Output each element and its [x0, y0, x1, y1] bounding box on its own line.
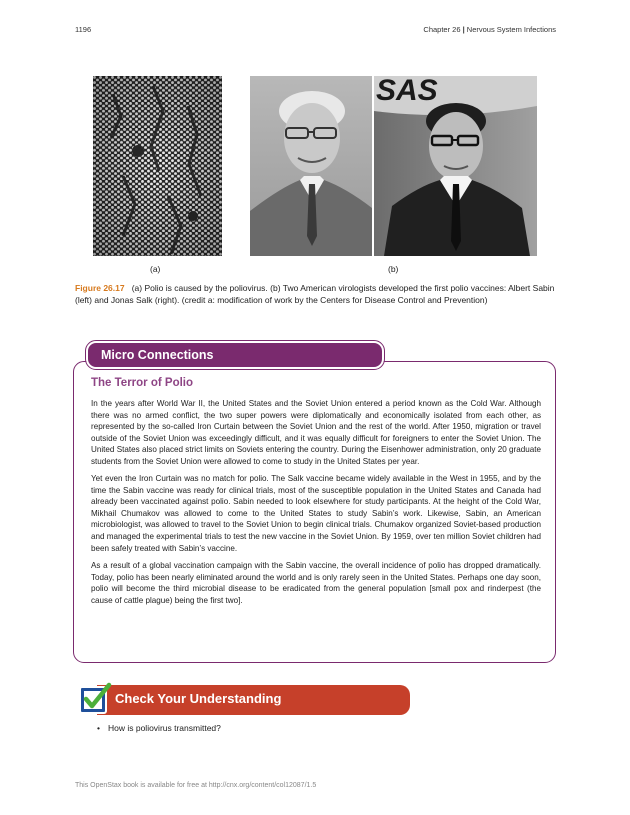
airline-logo-text: SAS: [376, 76, 438, 107]
figure-caption: [75, 283, 555, 306]
albert-sabin-photo: [250, 76, 372, 256]
micro-connections-label: Micro Connections: [101, 348, 214, 362]
poliovirus-micrograph-image: [93, 76, 222, 256]
micro-connections-title: The Terror of Polio: [91, 377, 194, 389]
micro-connections-body: [91, 398, 541, 612]
jonas-salk-photo: [374, 76, 537, 256]
sabin-portrait-graphic: [250, 76, 372, 256]
figure-label-a: (a): [150, 264, 161, 274]
micro-paragraph: As a result of a global vaccination campaign with the Sabin vaccine, the overall incidence of polio has dropped dramatically. Today, polio has been nearly eliminated around the world and is only rarely seen in the United States. Perhaps one day soon, polio will become the third microbial disease to be eradicated from the general population [small pox and rinderpest (the cause of cattle plague) being the first two].: [91, 561, 541, 605]
check-understanding-bar: [97, 685, 410, 715]
chapter-header: [423, 25, 556, 34]
micro-paragraph: In the years after World War II, the United States and the Soviet Union entered a period known as the Cold War. Although there was no armed conflict, the two super powers were diplomatically and economically isolated from each other, as represented by the so-called Iron Curtain between the Soviet Union and the rest of the world. After 1950, migration or travel outside of the Soviet Union was exceedingly difficult, and it was equally difficult for foreigners to enter the Soviet Union. The United States also placed strict limits on Soviets entering the country. During the Eisenhower administration, only 20 graduate students from the Soviet Union were allowed to come to study in the United States per year.: [91, 399, 541, 466]
page-number: 1196: [75, 25, 92, 34]
poliovirus-particles-graphic: [93, 76, 222, 256]
figure-number: Figure 26.17: [75, 283, 125, 293]
salk-portrait-graphic: [374, 76, 537, 256]
page-footer: This OpenStax book is available for free at http://cnx.org/content/col12087/1.5: [75, 782, 317, 789]
chapter-label: Chapter 26: [423, 25, 461, 34]
micro-connections-tab: [86, 341, 384, 369]
check-understanding-title: Check Your Understanding: [115, 691, 282, 706]
checkbox-check-icon: [78, 682, 112, 716]
figure-caption-text: (a) Polio is caused by the poliovirus. (b) Two American virologists developed the first polio vaccines: Albert Sabin (left) and Jonas Salk (right). (credit a: modification of work by the Centers for Disease Control and Prevention): [75, 283, 555, 305]
check-question-item: • How is poliovirus transmitted?: [97, 723, 221, 733]
micro-paragraph: Yet even the Iron Curtain was no match for polio. The Salk vaccine became widely available in the West in 1955, and by the time the Sabin vaccine was ready for clinical trials, most of the susceptible population in the United States and Canada had already been vaccinated against polio. Sabin needed to look elsewhere for study participants. At the height of the Cold War, Mikhail Chumakov was allowed to come to the United States to study Sabin’s work. Likewise, Sabin, an American microbiologist, was allowed to travel to the Soviet Union to begin clinical trials. Chumakov organized Soviet-based production and managed the experimental trials to test the new vaccine in the Soviet Union. By 1959, over ten million Soviet children had been safely treated with Sabin’s vaccine.: [91, 474, 541, 553]
header-separator: |: [460, 25, 467, 34]
figure-label-b: (b): [388, 264, 399, 274]
chapter-title: Nervous System Infections: [466, 25, 556, 34]
